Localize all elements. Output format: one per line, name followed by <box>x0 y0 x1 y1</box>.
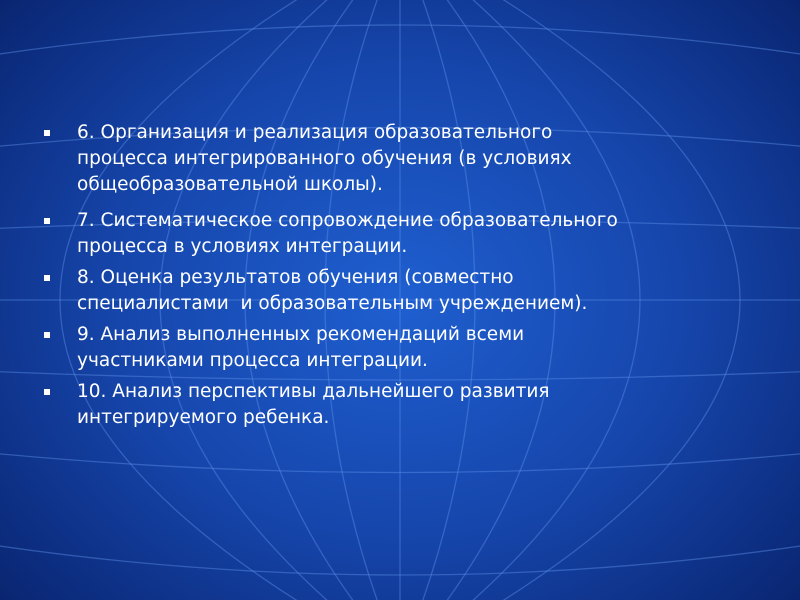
bullet-text: 6. Организация и реализация образовательного процесса интегрированного обучения (в условиях общеобразовательной школы). <box>77 122 572 195</box>
bullet-text: 9. Анализ выполненных рекомендаций всеми участниками процесса интеграции. <box>77 324 525 371</box>
bullet-text: 8. Оценка результатов обучения (совместно специалистами и образовательным учреждением). <box>77 267 588 314</box>
square-bullet-icon <box>44 218 50 224</box>
square-bullet-icon <box>44 389 50 395</box>
square-bullet-icon <box>44 275 50 281</box>
square-bullet-icon <box>44 332 50 338</box>
square-bullet-icon <box>44 130 50 136</box>
bullet-text: 7. Систематическое сопровождение образовательного процесса в условиях интеграции. <box>77 210 618 257</box>
bullet-text: 10. Анализ перспективы дальнейшего развития интегрируемого ребенка. <box>77 381 550 428</box>
